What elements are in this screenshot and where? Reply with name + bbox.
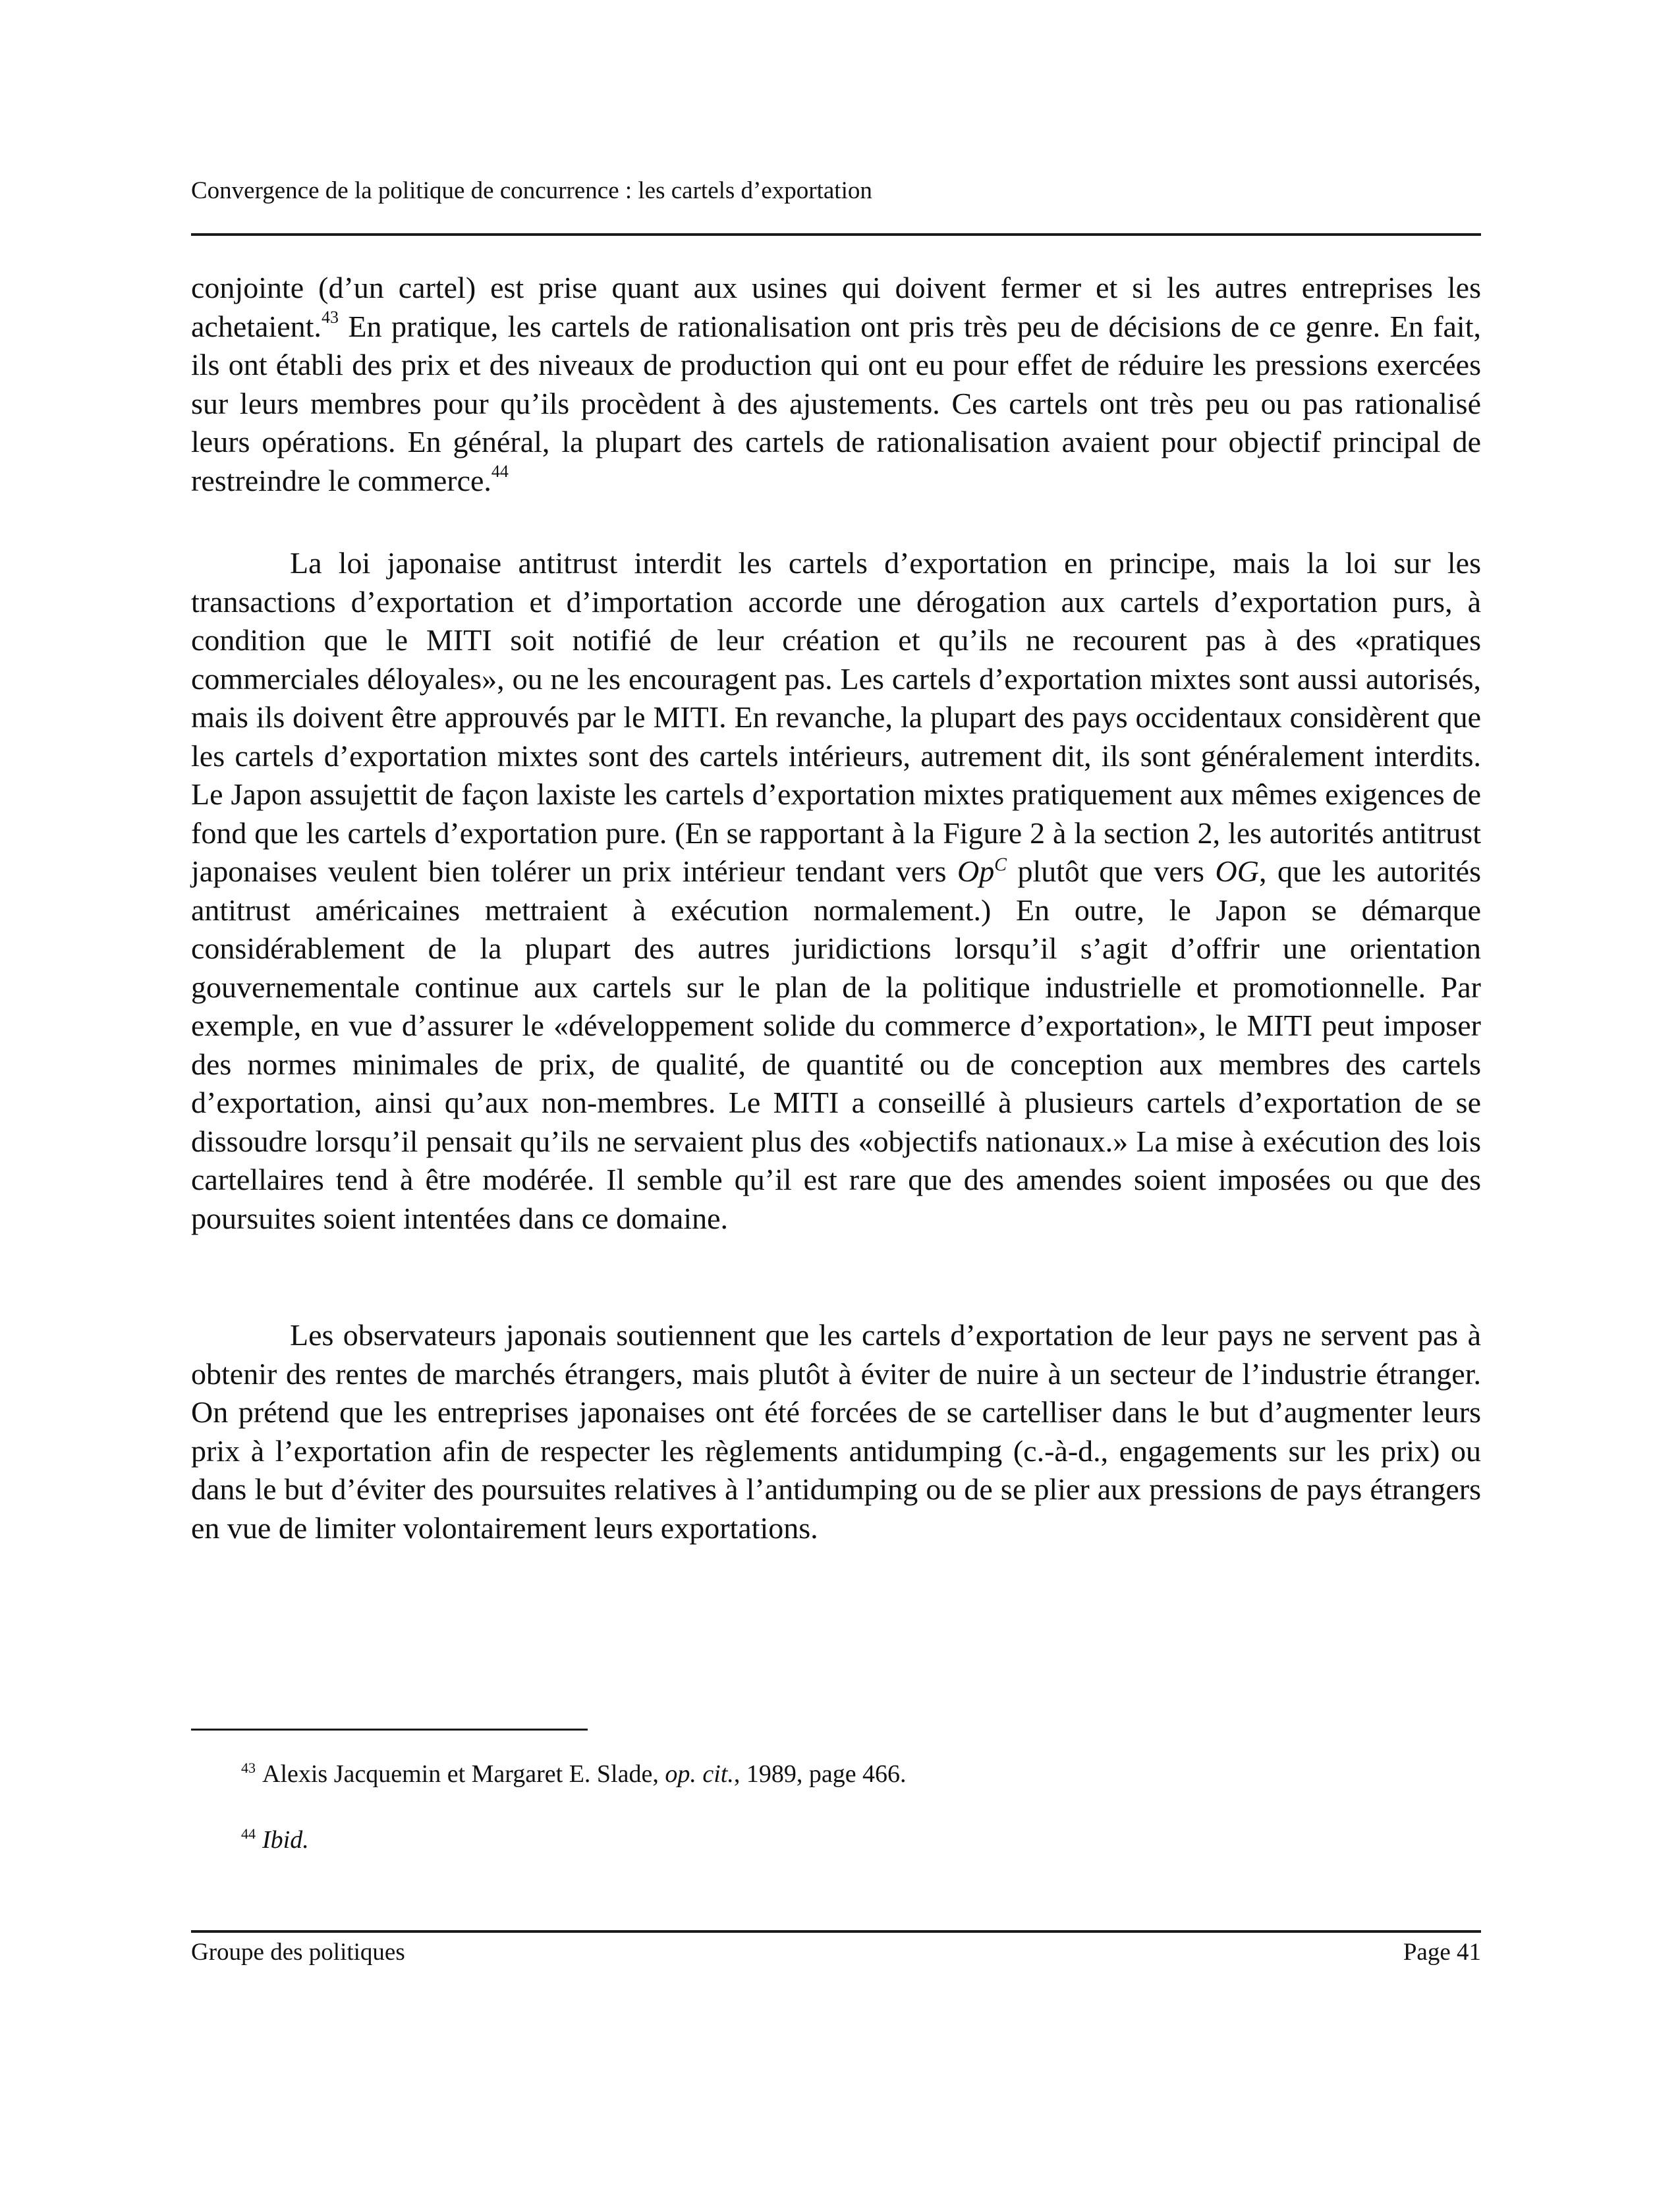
footnote-43-mark: 43	[241, 1760, 256, 1777]
header-rule	[191, 233, 1481, 236]
footnote-43-text-post: , 1989, page 466.	[733, 1760, 907, 1788]
math-op: Op	[957, 854, 995, 888]
paragraph-2-text-c: , que les autorités antitrust américaines mettraient à exécution normalement.) En outre, le Japon se démarque considérablement de la plupart des autres juridictions lorsqu’il s’agit d’offrir une orientation gouvernementale continue aux cartels sur le plan de la politique industrielle et promotionnelle. Par exemple, en vue d’assurer le «développement solide du commerce d’exportation», le MITI peut imposer des normes minimales de prix, de qualité, de quantité ou de conception aux membres des cartels d’exportation, ainsi qu’aux non-membres. Le MITI a conseillé à plusieurs cartels d’exportation de se dissoudre lorsqu’il pensait qu’ils ne servaient plus des «objectifs nationaux.» La mise à exécution des lois cartellaires tend à être modérée. Il semble qu’il est rare que des amendes soient imposées ou que des poursuites soient intentées dans ce domaine.	[191, 854, 1481, 1235]
paragraph-1	[191, 269, 1481, 500]
paragraph-2-text-b: plutôt que vers	[1006, 854, 1216, 888]
paragraph-1-text-b: En pratique, les cartels de rationalisation ont pris très peu de décisions de ce genre. En fait, ils ont établi des prix et des niveaux de production qui ont eu pour effet de réduire les pressions exercées sur leurs membres pour qu’ils procèdent à des ajustements. Ces cartels ont très peu ou pas rationalisé leurs opérations. En général, la plupart des cartels de rationalisation avaient pour objectif principal de restreindre le commerce.	[191, 309, 1481, 497]
math-op-superscript: C	[994, 854, 1007, 875]
footnote-separator	[191, 1729, 588, 1731]
math-og: OG	[1215, 854, 1259, 888]
footnote-ref-44[interactable]: 44	[491, 462, 509, 482]
footnote-44	[241, 1825, 309, 1855]
footnote-44-italic: Ibid.	[262, 1826, 309, 1854]
footnote-43-italic: op. cit.	[665, 1760, 734, 1788]
footnote-43	[241, 1759, 907, 1789]
running-header: Convergence de la politique de concurrence : les cartels d’exportation	[191, 177, 872, 204]
paragraph-1-text-a: conjointe (d’un cartel) est prise quant aux usines qui doivent fermer et si les autres entreprises les achetaient.	[191, 271, 1481, 343]
paragraph-2-text-a: La loi japonaise antitrust interdit les cartels d’exportation en principe, mais la loi sur les transactions d’exportation et d’importation accorde une dérogation aux cartels d’exportation purs, à condition que le MITI soit notifié de leur création et qu’ils ne recourent pas à des «pratiques commerciales déloyales», ou ne les encouragent pas. Les cartels d’exportation mixtes sont aussi autorisés, mais ils doivent être approuvés par le MITI. En revanche, la plupart des pays occidentaux considèrent que les cartels d’exportation mixtes sont des cartels intérieurs, autrement dit, ils sont généralement interdits. Le Japon assujettit de façon laxiste les cartels d’exportation mixtes pratiquement aux mêmes exigences de fond que les cartels d’exportation pure. (En se rapportant à la Figure 2 à la section 2, les autorités antitrust japonaises veulent bien tolérer un prix intérieur tendant vers	[191, 546, 1481, 888]
footer-organization: Groupe des politiques	[191, 1939, 405, 1966]
paragraph-3: Les observateurs japonais soutiennent que les cartels d’exportation de leur pays ne servent pas à obtenir des rentes de marchés étrangers, mais plutôt à éviter de nuire à un secteur de l’industrie étranger. On prétend que les entreprises japonaises ont été forcées de se cartelliser dans le but d’augmenter leurs prix à l’exportation afin de respecter les règlements antidumping (c.-à-d., engagements sur les prix) ou dans le but d’éviter des poursuites relatives à l’antidumping ou de se plier aux pressions de pays étrangers en vue de limiter volontairement leurs exportations.	[191, 1318, 1481, 1545]
footnote-44-mark: 44	[241, 1825, 256, 1843]
paragraph-2	[191, 544, 1481, 1238]
page-number: Page 41	[1403, 1939, 1481, 1966]
footnote-ref-43[interactable]: 43	[321, 308, 339, 327]
footnote-43-text-pre: Alexis Jacquemin et Margaret E. Slade,	[262, 1760, 665, 1788]
footer-rule	[191, 1930, 1481, 1933]
